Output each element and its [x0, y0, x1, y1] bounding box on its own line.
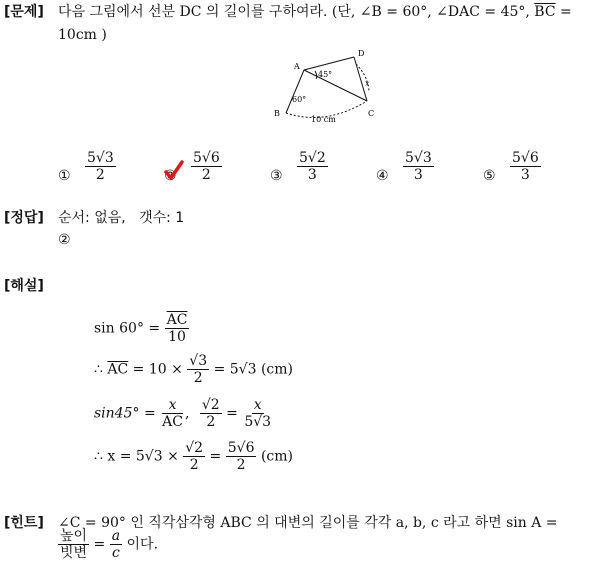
choice-1[interactable] [58, 150, 116, 183]
choice-marker: ③ [270, 167, 283, 184]
choice-fraction: $\frac{5√3}{2}$ [87, 150, 114, 184]
choice-list [58, 150, 578, 192]
geometry-figure [268, 46, 384, 126]
side-x-label: x [365, 79, 370, 88]
choice-3[interactable] [270, 150, 328, 183]
answer-info: 순서: 없음, 갯수: 1 [58, 210, 185, 226]
checkmark-icon [164, 160, 184, 182]
point-c: C [368, 109, 375, 118]
choice-marker: ④ [376, 167, 389, 184]
choice-marker: ① [58, 167, 71, 184]
choice-fraction: $\frac{5√3}{3}$ [405, 150, 432, 184]
equals-sign: = [555, 4, 572, 20]
choice-2[interactable] [164, 150, 222, 183]
answer-value: ② [58, 232, 71, 248]
angle-dac-label: 45° [318, 70, 333, 79]
problem-text-line1: 다음 그림에서 선분 DC 의 길이를 구하여라. (단, ∠B = 60°, ∠DAC = 45°, [58, 4, 535, 20]
choice-5[interactable] [483, 150, 541, 183]
segment-ad [304, 57, 354, 70]
explanation-line-1: sin 60° = $\frac{\overline{AC}}{10}$ [94, 312, 188, 346]
bc-overline: $\overline{BC}$ [534, 4, 556, 20]
explanation-label: [해설] [4, 278, 44, 294]
choice-4[interactable] [376, 150, 434, 183]
problem-label: [문제] [4, 4, 44, 20]
bc-length-label: 10 cm [311, 115, 336, 124]
hint-line-1: ∠C = 90° 인 직각삼각형 ABC 의 대변의 길이를 각각 a, b, c 라고 하면 sin A = [58, 515, 558, 531]
hint-line-2: $\frac{\text{높이}}{\text{빗변}}$ = $\frac{a}{c}$ 이다. [60, 528, 159, 562]
point-b: B [274, 109, 280, 118]
segment-ac [304, 70, 367, 101]
choice-marker: ② [164, 167, 177, 184]
point-d: D [358, 49, 365, 58]
choice-fraction: $\frac{5√2}{3}$ [299, 150, 326, 184]
choice-marker: ⑤ [483, 167, 496, 184]
explanation-line-4: ∴ x = 5√3 × $\frac{√2}{2}$ = $\frac{5√6}{2}$ (cm) [94, 440, 293, 474]
angle-b-label: 60° [292, 95, 307, 104]
problem-text-line2: 10cm ) [58, 27, 107, 43]
point-a: A [294, 62, 300, 71]
explanation-line-2: ∴ $\overline{AC} = 10$ × $\frac{√3}{2}$ = 5√3 (cm) [94, 353, 293, 387]
hint-label: [힌트] [4, 515, 44, 531]
explanation-line-3: sin45° = $\frac{x}{AC}$ , $\frac{√2}{2}$ = $\frac{x}{5√3}$ [94, 397, 272, 431]
choice-fraction: $\frac{5√6}{3}$ [512, 150, 539, 184]
answer-label: [정답] [4, 210, 44, 226]
segment-ab [286, 70, 307, 113]
problem-text [58, 1, 572, 21]
choice-fraction: $\frac{5√6}{2}$ [193, 150, 220, 184]
